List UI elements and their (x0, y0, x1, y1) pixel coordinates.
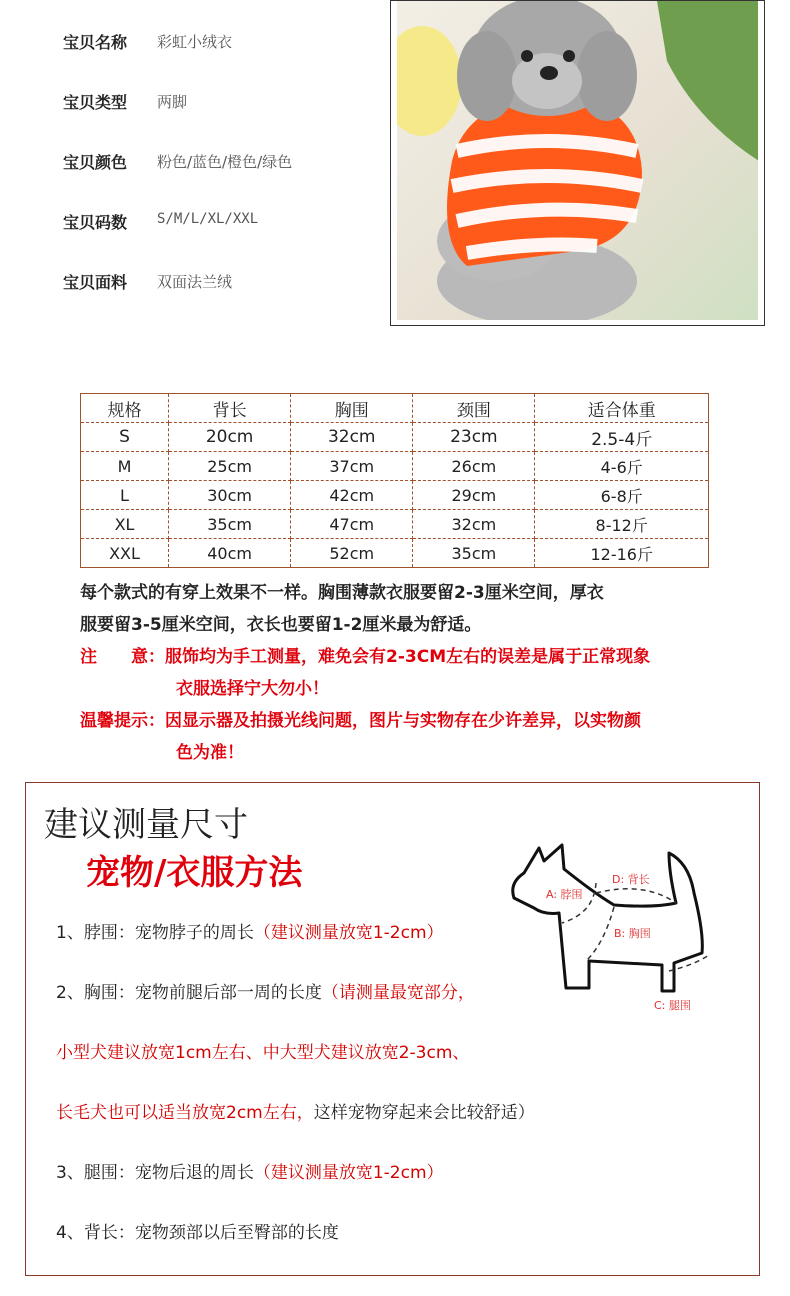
step-text: （建议测量放宽1-2cm） (253, 923, 444, 943)
tip-text: 因显示器及拍摄光线问题，图片与实物存在少许差异，以实物颜 (165, 711, 641, 731)
measure-title: 建议测量尺寸 (44, 805, 248, 845)
table-cell: 37cm (291, 452, 413, 481)
measure-step (56, 1158, 444, 1183)
spec-label: 宝贝名称 (63, 33, 128, 52)
step-text: 4、背长：宠物颈部以后至臀部的长度 (56, 1223, 339, 1243)
step-text: （请测量最宽部分， (321, 983, 475, 1003)
table-cell: 29cm (413, 481, 535, 510)
spec-value: 粉色/蓝色/橙色/绿色 (157, 153, 293, 171)
fit-note (80, 577, 650, 769)
spec-value: 彩虹小绒衣 (157, 33, 233, 51)
table-cell: 25cm (169, 452, 291, 481)
table-row (81, 481, 709, 510)
spec-value: 两脚 (157, 93, 188, 111)
product-photo (390, 0, 765, 326)
measure-step (56, 918, 444, 943)
measure-step (56, 1098, 535, 1123)
table-cell: 20cm (169, 423, 291, 452)
dog-measure-diagram (504, 833, 724, 1023)
step-text: 小型犬建议放宽1cm左右、中大型犬建议放宽2-3cm、 (56, 1043, 470, 1063)
table-cell: 26cm (413, 452, 535, 481)
table-cell: 32cm (413, 510, 535, 539)
header-cell: 规格 (81, 394, 169, 423)
fit-note-line: 每个款式的有穿上效果不一样。胸围薄款衣服要留2-3厘米空间，厚衣 (80, 583, 604, 603)
tip-label: 温馨提示： (80, 711, 165, 731)
fit-note-line: 服要留3-5厘米空间，衣长也要留1-2厘米最为舒适。 (80, 615, 482, 635)
header-cell: 适合体重 (535, 394, 709, 423)
label-d: D: 背长 (612, 873, 650, 886)
step-text: （建议测量放宽1-2cm） (253, 1163, 444, 1183)
table-cell: 42cm (291, 481, 413, 510)
table-row (81, 539, 709, 568)
table-cell: 4-6斤 (535, 452, 709, 481)
measure-step (56, 1038, 469, 1063)
header-cell: 胸围 (291, 394, 413, 423)
attention-text: 衣服选择宁大勿小！ (176, 679, 329, 699)
header-cell: 颈围 (413, 394, 535, 423)
label-b: B: 胸围 (614, 927, 651, 940)
spec-label: 宝贝类型 (63, 93, 128, 112)
table-cell: 47cm (291, 510, 413, 539)
step-text: 长毛犬也可以适当放宽2cm左右， (56, 1103, 314, 1123)
table-cell: 12-16斤 (535, 539, 709, 568)
table-cell: L (81, 481, 169, 510)
table-cell: 32cm (291, 423, 413, 452)
table-cell: S (81, 423, 169, 452)
table-cell: 2.5-4斤 (535, 423, 709, 452)
tip-text: 色为准！ (176, 743, 244, 763)
table-header-row (81, 394, 709, 423)
table-cell: 52cm (291, 539, 413, 568)
table-cell: 40cm (169, 539, 291, 568)
header-cell: 背长 (169, 394, 291, 423)
spec-label: 宝贝颜色 (63, 153, 128, 172)
measure-subtitle: 宠物/衣服方法 (86, 853, 303, 893)
table-cell: XXL (81, 539, 169, 568)
table-cell: 35cm (169, 510, 291, 539)
table-row (81, 452, 709, 481)
table-row (81, 423, 709, 452)
label-c: C: 腿围 (654, 999, 691, 1012)
spec-value: S/M/L/XL/XXL (157, 211, 259, 227)
dog-in-striped-sweater-image (397, 1, 758, 320)
spec-label: 宝贝码数 (63, 213, 128, 232)
measure-step (56, 1218, 339, 1243)
attention-text: 服饰均为手工测量，难免会有2-3CM左右的误差是属于正常现象 (165, 647, 651, 667)
size-table (80, 393, 709, 568)
step-text: 这样宠物穿起来会比较舒适） (313, 1103, 535, 1123)
table-cell: 35cm (413, 539, 535, 568)
attention-label: 注 意： (80, 647, 165, 667)
step-text: 1、脖围：宠物脖子的周长 (56, 923, 254, 943)
spec-label: 宝贝面料 (63, 273, 128, 292)
table-cell: XL (81, 510, 169, 539)
spec-value: 双面法兰绒 (157, 273, 233, 291)
table-cell: 8-12斤 (535, 510, 709, 539)
label-a: A: 脖围 (546, 888, 583, 901)
step-text: 3、腿围：宠物后退的周长 (56, 1163, 254, 1183)
table-cell: 6-8斤 (535, 481, 709, 510)
table-cell: 23cm (413, 423, 535, 452)
table-row (81, 510, 709, 539)
step-text: 2、胸围：宠物前腿后部一周的长度 (56, 983, 322, 1003)
measure-step (56, 978, 475, 1003)
measure-guide (25, 782, 760, 1276)
table-cell: 30cm (169, 481, 291, 510)
table-cell: M (81, 452, 169, 481)
